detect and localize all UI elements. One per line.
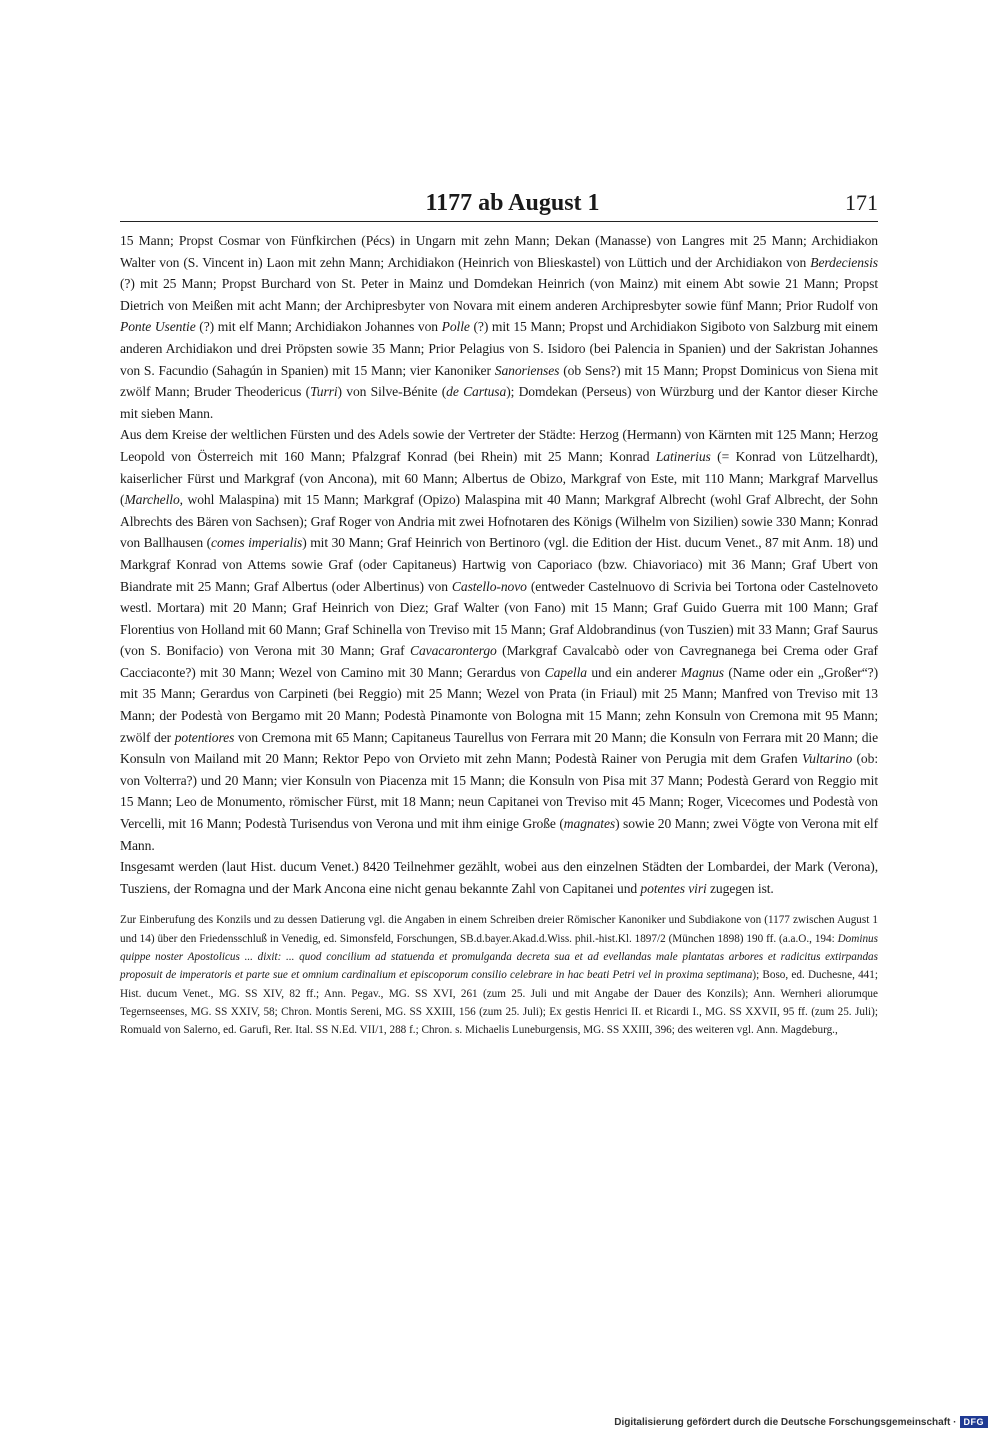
text-segment: von Cremona mit 65 Mann; Capitaneus Taurellus von Ferrara mit 20 Mann; die Konsuln von Ferrara mit 20 Mann; die Konsuln von Mailand mit 20 Mann; Rektor Pepo von Orvieto mit zehn Mann; Podestà Rainer von Perugia mit dem Grafen	[120, 729, 879, 767]
italic-text-segment: Castello-novo	[451, 578, 527, 594]
text-segment: (Name oder ein „Großer“?) mit 35 Mann; Gerardus von Carpineti (bei Reggio) mit 25 Mann; Wezel von Prata (in Friaul) mit 25 Mann; Manfred von Treviso mit 13 Mann; der Podestà von Bergamo mit 20 Mann; Podestà Pinamonte von Bologna mit 15 Mann; zehn Konsuln von Cremona mit 95 Mann; zwölf der	[120, 664, 879, 745]
text-segment: (= Konrad von Lützelhardt), kaiserlicher Fürst und Markgraf (von Ancona), mit 60 Mann; Albertus de Obizo, Markgraf von Este, mit 110 Mann; Markgraf Marvellus (	[120, 448, 878, 508]
text-segment: und ein anderer	[587, 664, 681, 680]
credit-text: Digitalisierung gefördert durch die Deutsche Forschungsgemeinschaft ·	[614, 1416, 957, 1428]
page-number: 171	[845, 190, 878, 215]
text-segment: Zur Einberufung des Konzils und zu dessen Datierung vgl. die Angaben in einem Schreiben dreier Römischer Kanoniker und Subdiakone von (1177 zwischen August 1 und 14) über den Friedensschluß in Venedig, ed. Simonsfeld, Forschungen, SB.d.bayer.Akad.d.Wiss. phil.-hist.Kl. 1897/2 (München 1898) 190 ff. (a.a.O., 194:	[120, 914, 878, 945]
footnote	[120, 911, 878, 1039]
text-segment: Aus dem Kreise der weltlichen Fürsten und des Adels sowie der Vertreter der Städte: Herzog (Hermann) von Kärnten mit 125 Mann; Herzog Leopold von Österreich mit 160 Mann; Pfalzgraf Konrad (bei Rhein) mit 25 Mann; Konrad	[120, 427, 878, 464]
text-segment: , wohl Malaspina) mit 15 Mann; Markgraf (Opizo) Malaspina mit 40 Mann; Markgraf Albrecht (wohl Graf Albrecht, der Sohn Albrechts des Bären von Sachsen); Graf Roger von Andria mit zwei Hofnotaren des Königs (Wilhelm von Sizilien) sowie 330 Mann; Konrad von Ballhausen (	[120, 492, 878, 551]
italic-text-segment: potentiores	[174, 729, 235, 745]
italic-text-segment: comes imperialis	[211, 535, 303, 551]
body-text	[120, 230, 878, 899]
footnote-text	[120, 911, 878, 1039]
text-segment: (?) mit elf Mann; Archidiakon Johannes von	[195, 319, 442, 335]
italic-text-segment: Capella	[544, 664, 587, 680]
text-segment: (ob: von Volterra?) und 20 Mann; vier Konsuln von Piacenza mit 15 Mann; die Konsuln von Pisa mit 37 Mann; Podestà Gerard von Reggio mit 15 Mann; Leo de Monumento, römischer Fürst, mit 18 Mann; neun Capitanei von Treviso mit 45 Mann; Roger, Vicecomes und Podestà von Vercelli, mit 16 Mann; Podestà Turisendus von Verona und mit ihm einige Große (	[120, 751, 879, 832]
text-segment: (entweder Castelnuovo di Scrivia bei Tortona oder Castelnoveto westl. Mortara) mit 20 Mann; Graf Heinrich von Diez; Graf Walter (von Fano) mit 15 Mann; Graf Guido Guerra mit 100 Mann; Graf Florentius von Holland mit 60 Mann; Graf Schinella von Treviso mit 15 Mann; Graf Aldobrandinus (von Tuszien) mit 33 Mann; Graf Saurus (von S. Bonifacio) von Verona mit 30 Mann; Graf	[120, 578, 879, 659]
dfg-logo: DFG	[960, 1416, 989, 1428]
italic-text-segment: Sanorienses	[494, 362, 560, 378]
italic-text-segment: Polle	[441, 319, 470, 335]
italic-text-segment: Cavacarontergo	[410, 643, 497, 659]
document-page	[120, 190, 878, 1039]
italic-text-segment: Dominus quippe noster Apostolicus ... dixit: ... quod concilium ad statuenda et promulganda decreta sua et ad evellandas male plantatas arbores et radicitus extirpandas proposuit de imperatoris et parte sue et omnium cardinalium et episcoporum consilio celebrare in hac beati Petri vel in proxima septimana	[120, 932, 878, 982]
text-segment: ) von Silve-Bénite (	[337, 384, 447, 400]
text-segment: zugegen ist.	[706, 880, 774, 896]
italic-text-segment: de Cartusa	[446, 384, 507, 400]
text-segment: 15 Mann; Propst Cosmar von Fünfkirchen (Pécs) in Ungarn mit zehn Mann; Dekan (Manasse) von Langres mit 25 Mann; Archidiakon Walter von (S. Vincent in) Laon mit zehn Mann; Archidiakon (Heinrich von Blieskastel) von Lüttich und der Archidiakon von	[120, 233, 878, 270]
running-header	[120, 190, 878, 222]
text-segment: ) mit 30 Mann; Graf Heinrich von Bertinoro (vgl. die Edition der Hist. ducum Venet., 87 mit Anm. 18) und Markgraf Konrad von Attems sowie Graf (oder Capitaneus) Hartwig von Caporiaco (bzw. Chiavoriaco) mit 36 Mann; Graf Ubert von Biandrate mit 25 Mann; Graf Albertus (oder Albertinus) von	[120, 535, 878, 594]
text-segment: (ob Sens?) mit 15 Mann; Propst Dominicus von Siena mit zwölf Mann; Bruder Theodericus (	[120, 362, 878, 400]
digitization-credit	[614, 1416, 988, 1428]
italic-text-segment: Ponte Usentie	[120, 319, 196, 335]
paragraph-ecclesiastics	[120, 230, 878, 424]
italic-text-segment: magnates	[563, 816, 616, 832]
header-title: 1177 ab August 1	[425, 190, 600, 216]
paragraph-total-participants	[120, 856, 878, 899]
paragraph-secular-princes	[120, 424, 878, 856]
text-segment: ); Boso, ed. Duchesne, 441; Hist. ducum Venet., MG. SS XIV, 82 ff.; Ann. Pegav., MG. SS XVI, 261 (zum 25. Juli und mit Angabe der Dauer des Konzils); Ann. Wernheri aliorumque Tegernseenses, MG. SS XXIV, 58; Chron. Montis Sereni, MG. SS XXIII, 156 (zum 25. Juli); Ex gestis Henrici II. et Ricardi I., MG. SS XXVII, 95 ff. (zum 25. Juli); Romuald von Salerno, ed. Garufi, Rer. Ital. SS N.Ed. VII/1, 288 f.; Chron. s. Michaelis Luneburgensis, MG. SS XXIII, 396; des weiteren vgl. Ann. Magdeburg.,	[120, 969, 878, 1037]
text-segment: Insgesamt werden (laut Hist. ducum Venet.) 8420 Teilnehmer gezählt, wobei aus den einzelnen Städten der Lombardei, der Mark (Verona), Tusziens, der Romagna und der Mark Ancona eine nicht genau bekannte Zahl von Capitanei und	[120, 859, 878, 896]
italic-text-segment: Magnus	[680, 664, 724, 680]
italic-text-segment: potentes viri	[640, 880, 707, 896]
italic-text-segment: Marchello	[124, 492, 180, 508]
italic-text-segment: Latinerius	[655, 448, 711, 464]
italic-text-segment: Turri	[310, 384, 338, 400]
italic-text-segment: Berdeciensis	[810, 254, 878, 270]
text-segment: (?) mit 15 Mann; Propst und Archidiakon Sigiboto von Salzburg mit einem anderen Archidiakon und drei Pröpsten sowie 35 Mann; Prior Pelagius von S. Isidoro (bei Palencia in Spanien) und der Sakristan Johannes von S. Facundio (Sahagún in Spanien) mit 15 Mann; vier Kanoniker	[120, 319, 878, 378]
italic-text-segment: Vultarino	[801, 751, 853, 767]
text-segment: ) sowie 20 Mann; zwei Vögte von Verona mit elf Mann.	[120, 816, 878, 853]
text-segment: (Markgraf Cavalcabò oder von Cavregnanega bei Crema oder Graf Cacciaconte?) mit 30 Mann; Wezel von Camino mit 30 Mann; Gerardus von	[120, 643, 878, 680]
text-segment: ); Domdekan (Perseus) von Würzburg und der Kantor dieser Kirche mit sieben Mann.	[120, 384, 878, 421]
text-segment: (?) mit 25 Mann; Propst Burchard von St. Peter in Mainz und Domdekan Heinrich (von Mainz) mit einem Abt sowie 21 Mann; Propst Dietrich von Meißen mit acht Mann; der Archipresbyter von Novara mit einem anderen Archipresbyter sowie fünf Mann; Prior Rudolf von	[120, 276, 878, 313]
